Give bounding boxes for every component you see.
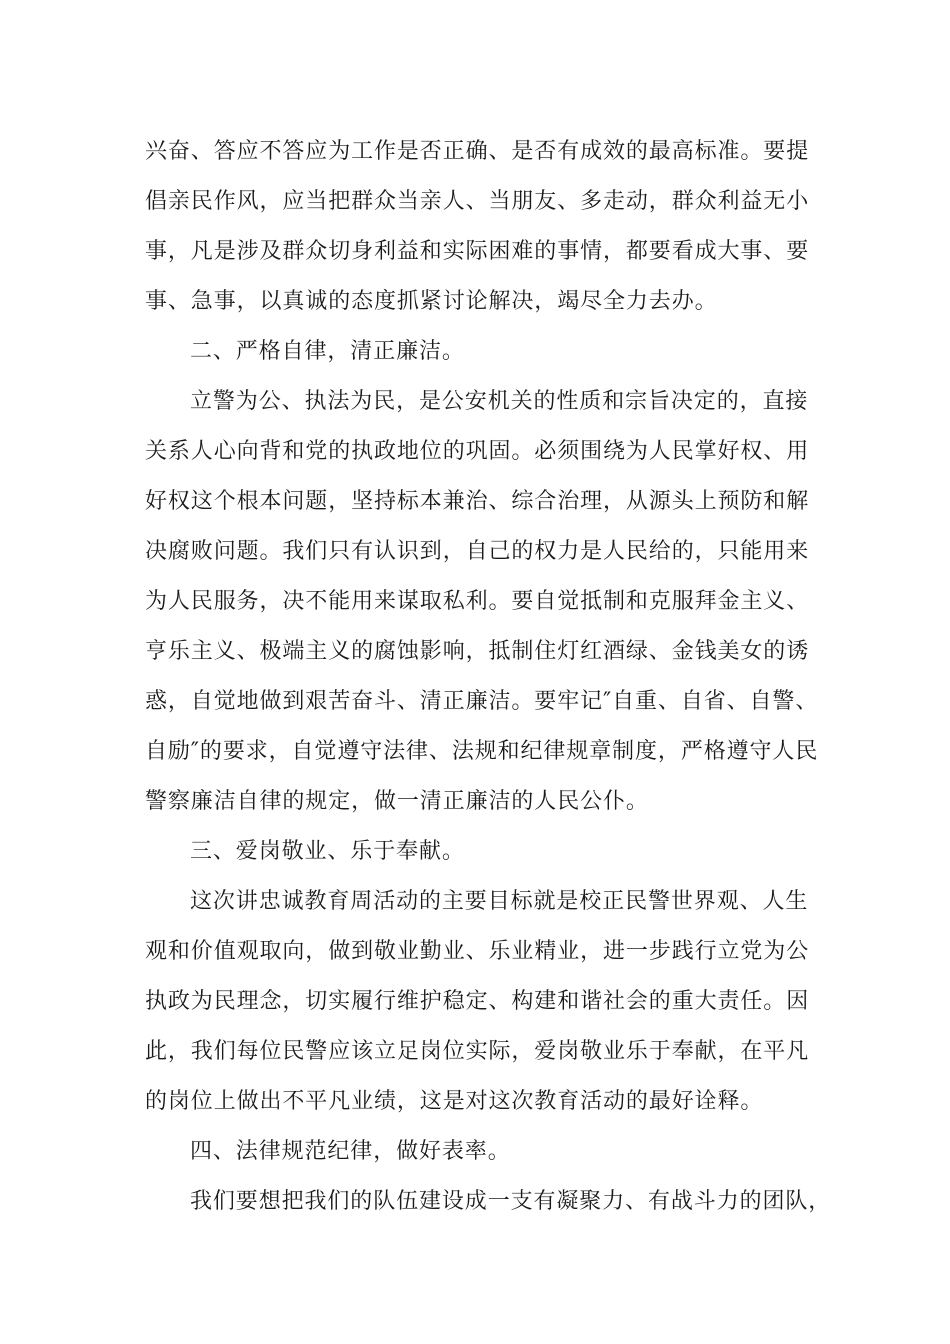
section-heading: 三、爱岗敬业、乐于奉献。 [190,839,465,864]
paragraph-line: 事、急事，以真诚的态度抓紧讨论解决，竭尽全力去办。 [145,289,718,314]
paragraph-line: 执政为民理念，切实履行维护稳定、构建和谐社会的重大责任。因 [145,989,810,1014]
paragraph-line: 我们要想把我们的队伍建设成一支有凝聚力、有战斗力的团队， [190,1189,832,1214]
paragraph-line: 自励″的要求，自觉遵守法律、法规和纪律规章制度，严格遵守人民 [145,739,819,764]
paragraph-line: 的岗位上做出不平凡业绩，这是对这次教育活动的最好诠释。 [145,1089,764,1114]
paragraph-line: 此，我们每位民警应该立足岗位实际，爱岗敬业乐于奉献，在平凡 [145,1039,810,1064]
paragraph-line: 兴奋、答应不答应为工作是否正确、是否有成效的最高标准。要提 [145,139,810,164]
paragraph-line: 倡亲民作风，应当把群众当亲人、当朋友、多走动，群众利益无小 [145,189,810,214]
paragraph-line: 为人民服务，决不能用来谋取私利。要自觉抵制和克服拜金主义、 [145,589,810,614]
paragraph-line: 这次讲忠诚教育周活动的主要目标就是校正民警世界观、人生 [190,889,809,914]
paragraph-line: 事，凡是涉及群众切身利益和实际困难的事情，都要看成大事、要 [145,239,810,264]
paragraph-line: 决腐败问题。我们只有认识到，自己的权力是人民给的，只能用来 [145,539,810,564]
section-heading: 二、严格自律，清正廉洁。 [190,339,465,364]
paragraph-line: 警察廉洁自律的规定，做一清正廉洁的人民公仆。 [145,789,649,814]
paragraph-line: 立警为公、执法为民，是公安机关的性质和宗旨决定的，直接 [190,389,809,414]
paragraph-line: 亨乐主义、极端主义的腐蚀影响，抵制住灯红酒绿、金钱美女的诱 [145,639,810,664]
section-heading: 四、法律规范纪律，做好表率。 [190,1139,511,1164]
paragraph-line: 惑，自觉地做到艰苦奋斗、清正廉洁。要牢记″自重、自省、自警、 [145,689,819,714]
paragraph-line: 好权这个根本问题，坚持标本兼治、综合治理，从源头上预防和解 [145,489,810,514]
paragraph-line: 关系人心向背和党的执政地位的巩固。必须围绕为人民掌好权、用 [145,439,810,464]
paragraph-line: 观和价值观取向，做到敬业勤业、乐业精业，进一步践行立党为公 [145,939,810,964]
